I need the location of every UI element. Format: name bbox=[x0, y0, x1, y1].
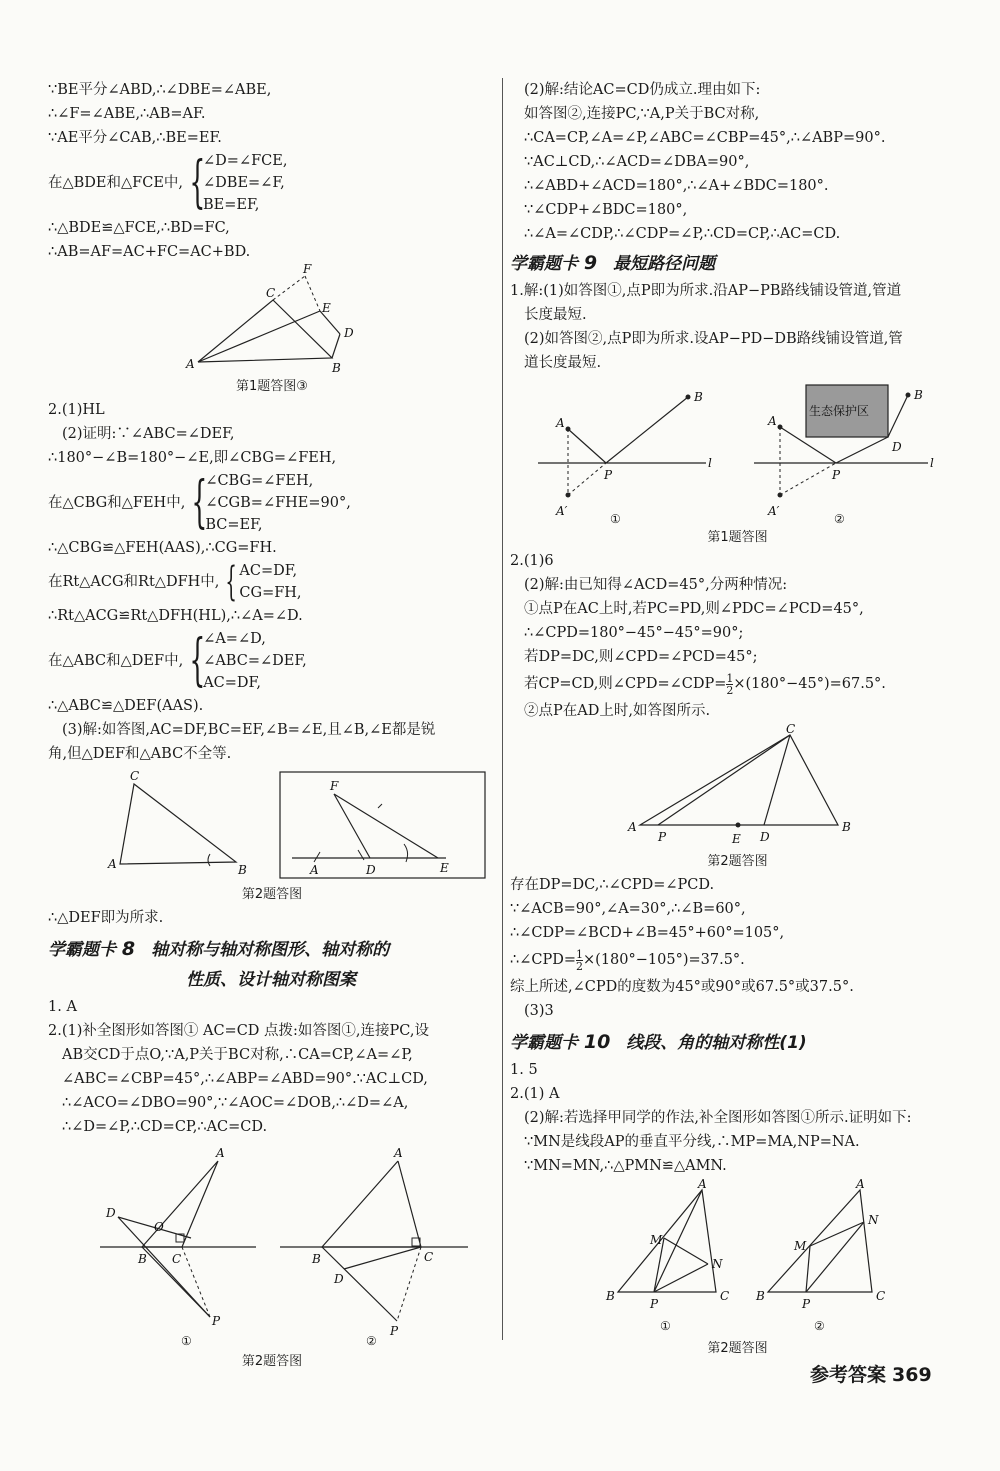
left-column bbox=[48, 78, 496, 1373]
text-line: ∴∠ACO=∠DBO=90°,∵∠AOC=∠DOB,∴∠D=∠A, bbox=[62, 1095, 409, 1111]
svg-text:A: A bbox=[216, 1146, 225, 1160]
figure-caption: 第1题答图 bbox=[707, 530, 768, 545]
figure-label-1: ① bbox=[181, 1334, 192, 1348]
text-fragment: ×(180°−105°)=37.5°. bbox=[583, 952, 745, 968]
text-line: 1.解:(1)如答图①,点P即为所求.沿AP−PB路线铺设管道,管道 bbox=[510, 283, 902, 299]
fraction-num: 1 bbox=[726, 671, 734, 685]
text-line: 长度最短. bbox=[524, 307, 587, 323]
text-line: ①点P在AC上时,若PC=PD,则∠PDC=∠PCD=45°, bbox=[524, 601, 864, 617]
svg-text:B: B bbox=[238, 863, 247, 877]
system-prefix: 在△CBG和△FEH中, bbox=[48, 495, 186, 511]
text-line: ∴△DEF即为所求. bbox=[48, 910, 164, 926]
svg-text:P: P bbox=[390, 1324, 399, 1338]
system-line: ∠CGB=∠FHE=90°, bbox=[205, 495, 351, 511]
figure-caption: 第2题答图 bbox=[707, 1341, 768, 1356]
system-line: ∠A=∠D, bbox=[203, 631, 266, 647]
page-number: 369 bbox=[892, 1364, 932, 1386]
figure-q2-3 bbox=[48, 766, 496, 884]
svg-text:D: D bbox=[344, 326, 354, 340]
text-line: ②点P在AD上时,如答图所示. bbox=[524, 703, 711, 719]
text-line: ∴∠ABD+∠ACD=180°,∴∠A+∠BDC=180°. bbox=[524, 178, 829, 194]
svg-text:M: M bbox=[650, 1233, 663, 1247]
section-heading-9 bbox=[510, 248, 965, 279]
figure-caption: 第2题答图 bbox=[241, 1354, 303, 1369]
card-number: 8 bbox=[121, 938, 136, 960]
svg-text:D: D bbox=[334, 1272, 344, 1286]
text-line: (2)如答图②,点P即为所求.设AP−PD−DB路线铺设管道,管 bbox=[524, 331, 903, 347]
system-prefix: 在Rt△ACG和Rt△DFH中, bbox=[48, 574, 220, 590]
svg-text:P: P bbox=[212, 1314, 221, 1328]
section-title: 最短路径问题 bbox=[613, 254, 716, 274]
section-title: 轴对称与轴对称图形、轴对称的 bbox=[151, 940, 390, 960]
card-label: 学霸题卡 bbox=[48, 940, 116, 960]
text-line: (2)解:若选择甲同学的作法,补全图形如答图①所示.证明如下: bbox=[524, 1110, 912, 1126]
text-line: ∵∠ACB=90°,∠A=30°,∴∠B=60°, bbox=[510, 901, 746, 917]
text-line: (2)解:结论AC=CD仍成立.理由如下: bbox=[524, 82, 761, 98]
svg-text:E: E bbox=[440, 861, 449, 875]
equation-system bbox=[48, 560, 496, 604]
fraction bbox=[576, 949, 583, 972]
eco-zone-label: 生态保护区 bbox=[809, 404, 870, 418]
text-line: 2.(1) A bbox=[510, 1086, 560, 1102]
text-line: ∴△CBG≌△FEH(AAS),∴CG=FH. bbox=[48, 540, 277, 556]
figure-q10-2 bbox=[510, 1178, 965, 1338]
svg-text:C: C bbox=[424, 1250, 434, 1264]
fraction-den: 2 bbox=[726, 683, 734, 697]
text-line: 2.(1)补全图形如答图① AC=CD 点拨:如答图①,连接PC,设 bbox=[48, 1023, 429, 1039]
svg-text:C: C bbox=[720, 1289, 730, 1303]
svg-text:A: A bbox=[768, 414, 777, 428]
brace: { bbox=[225, 559, 238, 605]
system-line: AC=DF, bbox=[203, 675, 261, 691]
svg-text:P: P bbox=[604, 468, 613, 482]
card-number: 9 bbox=[583, 252, 598, 274]
brace: { bbox=[189, 150, 206, 215]
text-line: ∵AE平分∠CAB,∴BE=EF. bbox=[48, 130, 222, 146]
svg-text:A: A bbox=[394, 1146, 403, 1160]
text-line: 1. 5 bbox=[510, 1062, 538, 1078]
figure-q9-2 bbox=[510, 723, 965, 851]
svg-text:D: D bbox=[366, 863, 376, 877]
svg-text:B: B bbox=[606, 1289, 615, 1303]
system-line: BC=EF, bbox=[205, 517, 263, 533]
text-line: ∴∠CDP=∠BCD+∠B=45°+60°=105°, bbox=[510, 925, 785, 941]
text-line bbox=[510, 669, 965, 699]
text-line: ∴∠D=∠P,∴CD=CP,∴AC=CD. bbox=[62, 1119, 268, 1135]
fraction-num: 1 bbox=[576, 947, 584, 961]
text-line: ∴AB=AF=AC+FC=AC+BD. bbox=[48, 244, 251, 260]
text-line: ∴△BDE≌△FCE,∴BD=FC, bbox=[48, 220, 230, 236]
system-prefix: 在△BDE和△FCE中, bbox=[48, 175, 184, 191]
svg-text:D: D bbox=[760, 830, 770, 844]
system-line: ∠D=∠FCE, bbox=[203, 153, 288, 169]
text-fragment: 若CP=CD,则∠CPD=∠CDP= bbox=[524, 676, 727, 692]
svg-text:P: P bbox=[832, 468, 841, 482]
svg-text:B: B bbox=[138, 1252, 147, 1266]
text-line: 2.(1)HL bbox=[48, 402, 105, 418]
footer-label: 参考答案 bbox=[810, 1364, 887, 1386]
text-line: 1. A bbox=[48, 999, 77, 1015]
text-line: 角,但△DEF和△ABC不全等. bbox=[48, 746, 232, 762]
section-heading-10 bbox=[510, 1027, 965, 1058]
brace: { bbox=[191, 470, 208, 535]
svg-text:E: E bbox=[322, 301, 331, 315]
svg-text:E: E bbox=[732, 832, 741, 846]
svg-text:B: B bbox=[694, 390, 703, 404]
text-line: AB交CD于点O,∵A,P关于BC对称,∴CA=CP,∠A=∠P, bbox=[62, 1047, 413, 1063]
section-title: 线段、角的轴对称性(1) bbox=[626, 1033, 807, 1053]
svg-text:l: l bbox=[930, 456, 934, 470]
svg-text:C: C bbox=[266, 286, 276, 300]
figure-caption: 第2题答图 bbox=[707, 854, 768, 869]
svg-text:A′: A′ bbox=[768, 504, 780, 518]
figure-caption: 第2题答图 bbox=[241, 887, 303, 902]
equation-system bbox=[48, 628, 496, 694]
text-line: (3)3 bbox=[524, 1003, 554, 1019]
text-line: ∴180°−∠B=180°−∠E,即∠CBG=∠FEH, bbox=[48, 450, 337, 466]
text-line: ∵∠CDP+∠BDC=180°, bbox=[524, 202, 688, 218]
text-line: ∴∠F=∠ABE,∴AB=AF. bbox=[48, 106, 206, 122]
text-line: ∵AC⊥CD,∴∠ACD=∠DBA=90°, bbox=[524, 154, 750, 170]
text-line: ∵BE平分∠ABD,∴∠DBE=∠ABE, bbox=[48, 82, 272, 98]
text-line: ∴∠A=∠CDP,∴∠CDP=∠P,∴CD=CP,∴AC=CD. bbox=[524, 226, 841, 242]
svg-text:C: C bbox=[172, 1252, 182, 1266]
svg-text:A: A bbox=[186, 357, 195, 371]
svg-text:B: B bbox=[914, 388, 923, 402]
svg-text:A′: A′ bbox=[556, 504, 568, 518]
card-label: 学霸题卡 bbox=[510, 1033, 578, 1053]
svg-text:D: D bbox=[892, 440, 902, 454]
text-line bbox=[510, 945, 965, 975]
text-fragment: ×(180°−45°)=67.5°. bbox=[733, 676, 886, 692]
svg-text:A: A bbox=[698, 1178, 707, 1191]
text-line: 若DP=DC,则∠CPD=∠PCD=45°; bbox=[524, 649, 758, 665]
card-label: 学霸题卡 bbox=[510, 254, 578, 274]
svg-text:P: P bbox=[658, 830, 667, 844]
text-line: ∵MN=MN,∴△PMN≌△AMN. bbox=[524, 1158, 727, 1174]
svg-text:F: F bbox=[330, 779, 339, 793]
svg-text:P: P bbox=[650, 1297, 659, 1311]
system-line: ∠CBG=∠FEH, bbox=[205, 473, 314, 489]
card-number: 10 bbox=[583, 1031, 611, 1053]
text-line: ∠ABC=∠CBP=45°,∴∠ABP=∠ABD=90°.∵AC⊥CD, bbox=[62, 1071, 428, 1087]
svg-text:B: B bbox=[842, 820, 851, 834]
text-line: ∴△ABC≌△DEF(AAS). bbox=[48, 698, 204, 714]
figure-q2-8 bbox=[48, 1139, 496, 1351]
page-footer bbox=[810, 1360, 932, 1387]
svg-text:A: A bbox=[108, 857, 117, 871]
svg-text:A: A bbox=[556, 416, 565, 430]
equation-system bbox=[48, 470, 496, 536]
figure-label-2: ② bbox=[366, 1334, 377, 1348]
figure-caption: 第1题答图③ bbox=[236, 379, 308, 394]
svg-text:B: B bbox=[756, 1289, 765, 1303]
system-line: ∠ABC=∠DEF, bbox=[203, 653, 307, 669]
brace: { bbox=[189, 628, 206, 693]
svg-text:②: ② bbox=[814, 1319, 825, 1333]
system-line: AC=DF, bbox=[239, 563, 298, 579]
svg-text:①: ① bbox=[610, 512, 621, 526]
svg-text:D: D bbox=[106, 1206, 116, 1220]
system-line: BE=EF, bbox=[203, 197, 260, 213]
svg-text:A: A bbox=[310, 863, 319, 877]
text-line: 存在DP=DC,∴∠CPD=∠PCD. bbox=[510, 877, 715, 893]
fraction-den: 2 bbox=[576, 959, 584, 973]
column-divider bbox=[502, 78, 503, 1340]
svg-text:F: F bbox=[303, 264, 312, 276]
svg-text:N: N bbox=[868, 1213, 879, 1227]
text-line: 道长度最短. bbox=[524, 355, 602, 371]
svg-text:C: C bbox=[876, 1289, 886, 1303]
svg-text:B: B bbox=[312, 1252, 321, 1266]
svg-text:②: ② bbox=[834, 512, 845, 526]
svg-text:N: N bbox=[712, 1257, 723, 1271]
text-line: (3)解:如答图,AC=DF,BC=EF,∠B=∠E,且∠B,∠E都是锐 bbox=[62, 722, 436, 738]
text-line: ∴∠CPD=180°−45°−45°=90°; bbox=[524, 625, 744, 641]
equation-system bbox=[48, 150, 496, 216]
svg-text:M: M bbox=[794, 1239, 807, 1253]
figure-q9-1 bbox=[510, 375, 965, 527]
figure-q1-3 bbox=[48, 264, 496, 376]
svg-text:C: C bbox=[130, 769, 140, 783]
section-heading-8 bbox=[48, 934, 496, 965]
text-line: (2)证明:∵∠ABC=∠DEF, bbox=[62, 426, 235, 442]
text-line: 如答图②,连接PC,∵A,P关于BC对称, bbox=[524, 106, 760, 122]
svg-text:P: P bbox=[802, 1297, 811, 1311]
text-line: 综上所述,∠CPD的度数为45°或90°或67.5°或37.5°. bbox=[510, 979, 854, 995]
text-line: (2)解:由已知得∠ACD=45°,分两种情况: bbox=[524, 577, 788, 593]
svg-text:B: B bbox=[332, 361, 341, 375]
text-fragment: ∴∠CPD= bbox=[510, 952, 577, 968]
text-line: 2.(1)6 bbox=[510, 553, 554, 569]
svg-text:O: O bbox=[154, 1220, 164, 1234]
svg-text:C: C bbox=[786, 723, 796, 736]
svg-text:A: A bbox=[856, 1178, 865, 1191]
svg-text:l: l bbox=[708, 456, 712, 470]
svg-text:A: A bbox=[628, 820, 637, 834]
text-line: ∴Rt△ACG≌Rt△DFH(HL),∴∠A=∠D. bbox=[48, 608, 303, 624]
system-line: CG=FH, bbox=[239, 585, 302, 601]
right-column bbox=[510, 78, 965, 1360]
system-prefix: 在△ABC和△DEF中, bbox=[48, 653, 184, 669]
system-line: ∠DBE=∠F, bbox=[203, 175, 285, 191]
svg-text:①: ① bbox=[660, 1319, 671, 1333]
text-line: ∴CA=CP,∠A=∠P,∠ABC=∠CBP=45°,∴∠ABP=90°. bbox=[524, 130, 886, 146]
section-title-cont: 性质、设计轴对称图案 bbox=[186, 970, 356, 990]
text-line: ∵MN是线段AP的垂直平分线,∴MP=MA,NP=NA. bbox=[524, 1134, 860, 1150]
